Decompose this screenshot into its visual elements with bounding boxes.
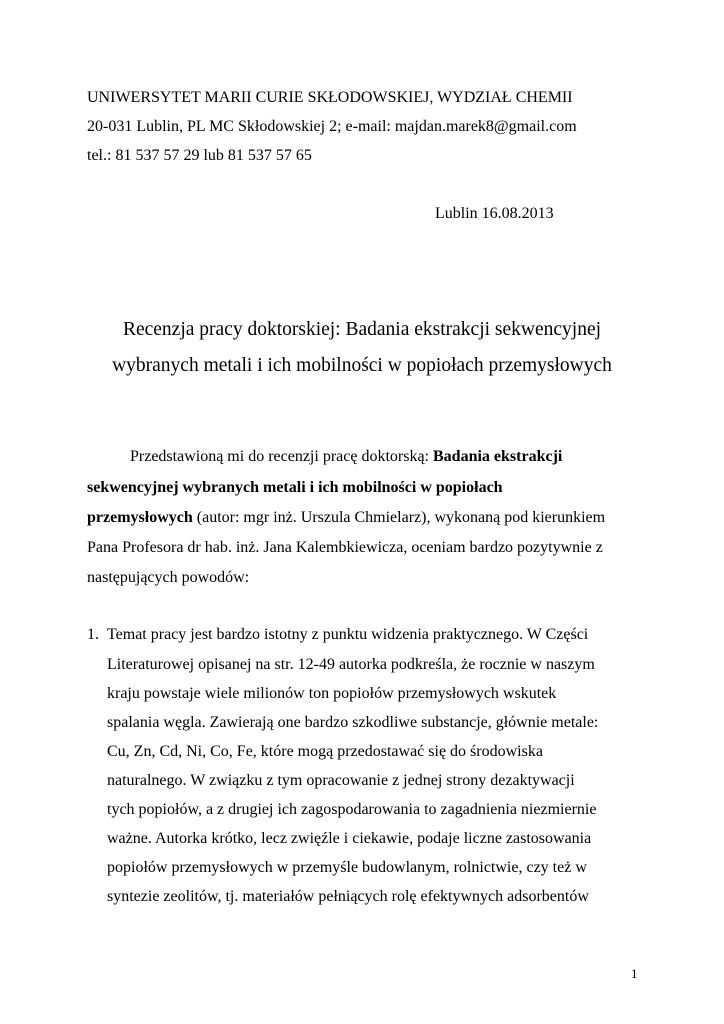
list-item-line: syntezie zeolitów, tj. materiałów pełniących rolę efektywnych adsorbentów [107, 888, 589, 905]
list-item-line: tych popiołów, a z drugiej ich zagospodarowania to zagadnienia niezmiernie [107, 801, 597, 818]
document-date: Lublin 16.08.2013 [435, 205, 554, 222]
intro-text: Przedstawioną mi do recenzji pracę doktorską: [130, 448, 433, 465]
intro-text: (autor: mgr inż. Urszula Chmielarz), wykonaną pod kierunkiem [192, 509, 606, 526]
intro-paragraph-line-1 [130, 447, 562, 467]
list-item-line: Literaturowej opisanej na str. 12-49 autorka podkreśla, że rocznie w naszym [107, 656, 595, 673]
institution-phone: tel.: 81 537 57 29 lub 81 537 57 65 [87, 147, 312, 164]
thesis-title-bold: sekwencyjnej wybranych metali i ich mobilności w popiołach [87, 479, 503, 496]
list-item-line: kraju powstaje wiele milionów ton popiołów przemysłowych wskutek [107, 685, 557, 702]
intro-paragraph-line-4: Pana Profesora dr hab. inż. Jana Kalembkiewicza, oceniam bardzo pozytywnie z [87, 539, 603, 556]
review-title-line-1: Recenzja pracy doktorskiej: Badania ekstrakcji sekwencyjnej [122, 319, 602, 340]
list-item-line: ważne. Autorka krótko, lecz zwięźle i ciekawie, podaje liczne zastosowania [107, 830, 592, 847]
list-item-line: Temat pracy jest bardzo istotny z punktu widzenia praktycznego. W Części [107, 626, 589, 643]
intro-paragraph-line-5: następujących powodów: [87, 569, 250, 586]
intro-paragraph-line-3 [87, 508, 605, 528]
list-item-line: Cu, Zn, Cd, Ni, Co, Fe, które mogą przedostawać się do środowiska [107, 743, 543, 760]
institution-name: UNIWERSYTET MARII CURIE SKŁODOWSKIEJ, WYDZIAŁ CHEMII [87, 89, 573, 106]
page-number: 1 [631, 966, 638, 981]
thesis-title-bold: Badania ekstrakcji [433, 448, 563, 465]
review-title-line-2: wybranych metali i ich mobilności w popiołach przemysłowych [112, 355, 612, 376]
list-item-line: naturalnego. W związku z tym opracowanie z jednej strony dezaktywacji [107, 772, 575, 789]
list-item-number: 1. [87, 626, 99, 643]
intro-paragraph-line-2 [87, 478, 503, 498]
institution-address: 20-031 Lublin, PL MC Skłodowskiej 2; e-mail: majdan.marek8@gmail.com [87, 118, 577, 135]
thesis-title-bold: przemysłowych [87, 509, 193, 526]
list-item-line: spalania węgla. Zawierają one bardzo szkodliwe substancje, głównie metale: [107, 714, 599, 731]
list-item-line: popiołów przemysłowych w przemyśle budowlanym, rolnictwie, czy też w [107, 859, 587, 876]
